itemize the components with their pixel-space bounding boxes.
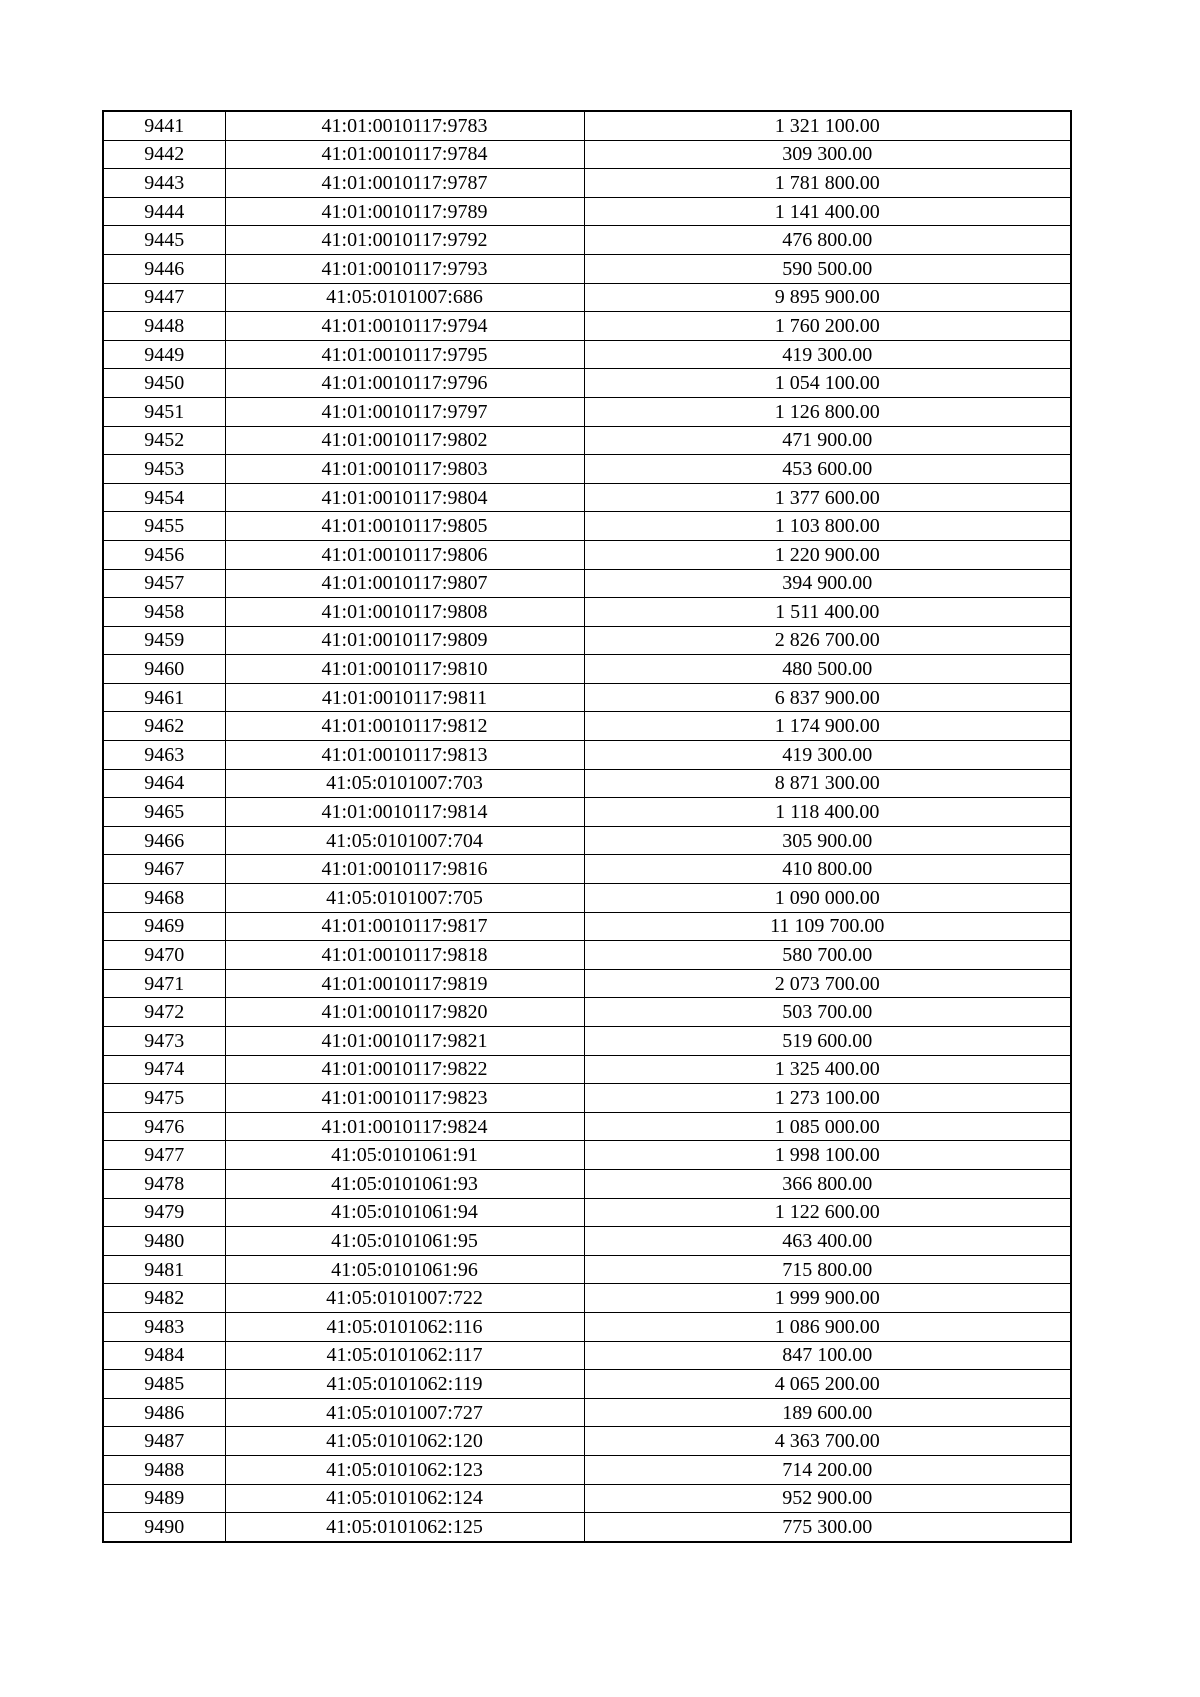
row-number-cell: 9443 [103, 169, 225, 198]
row-number-cell: 9481 [103, 1255, 225, 1284]
cadastral-number-cell: 41:01:0010117:9812 [225, 712, 584, 741]
cadastral-value-cell: 480 500.00 [584, 655, 1071, 684]
row-number-cell: 9446 [103, 254, 225, 283]
cadastral-value-cell: 6 837 900.00 [584, 683, 1071, 712]
table-row [103, 540, 1071, 569]
table-row [103, 683, 1071, 712]
cadastral-value-cell: 580 700.00 [584, 941, 1071, 970]
row-number-cell: 9484 [103, 1341, 225, 1370]
cadastral-value-cell: 463 400.00 [584, 1227, 1071, 1256]
row-number-cell: 9460 [103, 655, 225, 684]
table-row [103, 1513, 1071, 1542]
cadastral-number-cell: 41:01:0010117:9820 [225, 998, 584, 1027]
table-row [103, 1141, 1071, 1170]
row-number-cell: 9490 [103, 1513, 225, 1542]
row-number-cell: 9463 [103, 741, 225, 770]
table-row [103, 1169, 1071, 1198]
cadastral-value-cell: 1 103 800.00 [584, 512, 1071, 541]
cadastral-value-cell: 410 800.00 [584, 855, 1071, 884]
row-number-cell: 9486 [103, 1398, 225, 1427]
row-number-cell: 9451 [103, 397, 225, 426]
cadastral-value-cell: 1 085 000.00 [584, 1112, 1071, 1141]
table-row [103, 826, 1071, 855]
cadastral-value-cell: 1 174 900.00 [584, 712, 1071, 741]
row-number-cell: 9487 [103, 1427, 225, 1456]
table-row [103, 1398, 1071, 1427]
cadastral-value-cell: 1 781 800.00 [584, 169, 1071, 198]
cadastral-number-cell: 41:05:0101062:119 [225, 1370, 584, 1399]
cadastral-number-cell: 41:01:0010117:9813 [225, 741, 584, 770]
row-number-cell: 9472 [103, 998, 225, 1027]
row-number-cell: 9459 [103, 626, 225, 655]
table-row [103, 941, 1071, 970]
table-row [103, 655, 1071, 684]
row-number-cell: 9453 [103, 455, 225, 484]
row-number-cell: 9478 [103, 1169, 225, 1198]
cadastral-value-cell: 8 871 300.00 [584, 769, 1071, 798]
table-row [103, 1312, 1071, 1341]
table-row [103, 712, 1071, 741]
cadastral-number-cell: 41:01:0010117:9794 [225, 312, 584, 341]
cadastral-value-cell: 714 200.00 [584, 1455, 1071, 1484]
row-number-cell: 9449 [103, 340, 225, 369]
cadastral-number-cell: 41:05:0101007:703 [225, 769, 584, 798]
cadastral-number-cell: 41:01:0010117:9810 [225, 655, 584, 684]
cadastral-value-cell: 1 325 400.00 [584, 1055, 1071, 1084]
row-number-cell: 9464 [103, 769, 225, 798]
cadastral-value-cell: 775 300.00 [584, 1513, 1071, 1542]
row-number-cell: 9489 [103, 1484, 225, 1513]
cadastral-number-cell: 41:05:0101061:91 [225, 1141, 584, 1170]
cadastral-value-cell: 590 500.00 [584, 254, 1071, 283]
cadastral-value-cell: 4 363 700.00 [584, 1427, 1071, 1456]
cadastral-number-cell: 41:01:0010117:9817 [225, 912, 584, 941]
table-row [103, 1484, 1071, 1513]
cadastral-number-cell: 41:01:0010117:9824 [225, 1112, 584, 1141]
table-row [103, 226, 1071, 255]
cadastral-value-table [102, 110, 1072, 1543]
cadastral-value-cell: 419 300.00 [584, 741, 1071, 770]
cadastral-value-cell: 309 300.00 [584, 140, 1071, 169]
row-number-cell: 9450 [103, 369, 225, 398]
table-row [103, 998, 1071, 1027]
cadastral-number-cell: 41:01:0010117:9796 [225, 369, 584, 398]
table-row [103, 1370, 1071, 1399]
table-row [103, 369, 1071, 398]
cadastral-number-cell: 41:01:0010117:9822 [225, 1055, 584, 1084]
cadastral-value-cell: 1 998 100.00 [584, 1141, 1071, 1170]
table-row [103, 111, 1071, 140]
cadastral-number-cell: 41:01:0010117:9809 [225, 626, 584, 655]
cadastral-value-cell: 419 300.00 [584, 340, 1071, 369]
row-number-cell: 9488 [103, 1455, 225, 1484]
cadastral-value-cell: 1 999 900.00 [584, 1284, 1071, 1313]
cadastral-value-cell: 1 086 900.00 [584, 1312, 1071, 1341]
cadastral-number-cell: 41:01:0010117:9787 [225, 169, 584, 198]
cadastral-value-cell: 1 141 400.00 [584, 197, 1071, 226]
table-row [103, 283, 1071, 312]
cadastral-value-cell: 1 054 100.00 [584, 369, 1071, 398]
row-number-cell: 9480 [103, 1227, 225, 1256]
cadastral-number-cell: 41:01:0010117:9795 [225, 340, 584, 369]
row-number-cell: 9475 [103, 1084, 225, 1113]
cadastral-value-cell: 9 895 900.00 [584, 283, 1071, 312]
cadastral-number-cell: 41:01:0010117:9804 [225, 483, 584, 512]
cadastral-value-cell: 1 377 600.00 [584, 483, 1071, 512]
cadastral-value-cell: 503 700.00 [584, 998, 1071, 1027]
cadastral-value-cell: 1 126 800.00 [584, 397, 1071, 426]
row-number-cell: 9468 [103, 884, 225, 913]
row-number-cell: 9469 [103, 912, 225, 941]
cadastral-number-cell: 41:05:0101062:123 [225, 1455, 584, 1484]
cadastral-value-cell: 1 090 000.00 [584, 884, 1071, 913]
cadastral-number-cell: 41:01:0010117:9823 [225, 1084, 584, 1113]
table-row [103, 140, 1071, 169]
cadastral-number-cell: 41:05:0101007:727 [225, 1398, 584, 1427]
row-number-cell: 9476 [103, 1112, 225, 1141]
table-row [103, 340, 1071, 369]
table-row [103, 1255, 1071, 1284]
cadastral-number-cell: 41:01:0010117:9783 [225, 111, 584, 140]
cadastral-number-cell: 41:05:0101061:96 [225, 1255, 584, 1284]
cadastral-number-cell: 41:01:0010117:9808 [225, 598, 584, 627]
row-number-cell: 9452 [103, 426, 225, 455]
cadastral-number-cell: 41:01:0010117:9819 [225, 969, 584, 998]
cadastral-number-cell: 41:05:0101062:125 [225, 1513, 584, 1542]
cadastral-number-cell: 41:01:0010117:9811 [225, 683, 584, 712]
cadastral-value-cell: 519 600.00 [584, 1027, 1071, 1056]
table-row [103, 426, 1071, 455]
table-row [103, 1055, 1071, 1084]
table-row [103, 197, 1071, 226]
row-number-cell: 9456 [103, 540, 225, 569]
row-number-cell: 9482 [103, 1284, 225, 1313]
table-row [103, 1227, 1071, 1256]
cadastral-value-cell: 1 220 900.00 [584, 540, 1071, 569]
table-row [103, 1284, 1071, 1313]
table-row [103, 254, 1071, 283]
cadastral-number-cell: 41:05:0101061:94 [225, 1198, 584, 1227]
cadastral-number-cell: 41:01:0010117:9784 [225, 140, 584, 169]
cadastral-number-cell: 41:05:0101062:120 [225, 1427, 584, 1456]
cadastral-number-cell: 41:01:0010117:9797 [225, 397, 584, 426]
table-row [103, 626, 1071, 655]
cadastral-value-cell: 394 900.00 [584, 569, 1071, 598]
row-number-cell: 9479 [103, 1198, 225, 1227]
cadastral-value-cell: 2 826 700.00 [584, 626, 1071, 655]
cadastral-value-cell: 366 800.00 [584, 1169, 1071, 1198]
cadastral-value-cell: 1 760 200.00 [584, 312, 1071, 341]
cadastral-value-cell: 305 900.00 [584, 826, 1071, 855]
cadastral-number-cell: 41:01:0010117:9816 [225, 855, 584, 884]
cadastral-number-cell: 41:05:0101061:93 [225, 1169, 584, 1198]
cadastral-number-cell: 41:05:0101007:705 [225, 884, 584, 913]
cadastral-value-cell: 1 511 400.00 [584, 598, 1071, 627]
cadastral-value-cell: 1 122 600.00 [584, 1198, 1071, 1227]
cadastral-value-cell: 453 600.00 [584, 455, 1071, 484]
table-row [103, 1198, 1071, 1227]
row-number-cell: 9473 [103, 1027, 225, 1056]
cadastral-number-cell: 41:01:0010117:9793 [225, 254, 584, 283]
cadastral-number-cell: 41:01:0010117:9792 [225, 226, 584, 255]
cadastral-value-cell: 1 273 100.00 [584, 1084, 1071, 1113]
row-number-cell: 9462 [103, 712, 225, 741]
row-number-cell: 9477 [103, 1141, 225, 1170]
table-row [103, 1084, 1071, 1113]
cadastral-value-cell: 4 065 200.00 [584, 1370, 1071, 1399]
table-row [103, 912, 1071, 941]
table-body [103, 111, 1071, 1542]
row-number-cell: 9442 [103, 140, 225, 169]
table-row [103, 1112, 1071, 1141]
row-number-cell: 9471 [103, 969, 225, 998]
row-number-cell: 9466 [103, 826, 225, 855]
row-number-cell: 9457 [103, 569, 225, 598]
table-row [103, 855, 1071, 884]
cadastral-value-cell: 2 073 700.00 [584, 969, 1071, 998]
table-row [103, 798, 1071, 827]
cadastral-number-cell: 41:05:0101062:117 [225, 1341, 584, 1370]
cadastral-value-cell: 1 118 400.00 [584, 798, 1071, 827]
cadastral-value-cell: 471 900.00 [584, 426, 1071, 455]
cadastral-value-cell: 189 600.00 [584, 1398, 1071, 1427]
table-row [103, 1455, 1071, 1484]
cadastral-number-cell: 41:01:0010117:9802 [225, 426, 584, 455]
row-number-cell: 9454 [103, 483, 225, 512]
cadastral-number-cell: 41:05:0101007:686 [225, 283, 584, 312]
cadastral-number-cell: 41:05:0101062:124 [225, 1484, 584, 1513]
table-row [103, 969, 1071, 998]
cadastral-number-cell: 41:05:0101007:704 [225, 826, 584, 855]
row-number-cell: 9448 [103, 312, 225, 341]
cadastral-number-cell: 41:05:0101007:722 [225, 1284, 584, 1313]
row-number-cell: 9465 [103, 798, 225, 827]
row-number-cell: 9485 [103, 1370, 225, 1399]
row-number-cell: 9441 [103, 111, 225, 140]
cadastral-number-cell: 41:01:0010117:9814 [225, 798, 584, 827]
table-row [103, 598, 1071, 627]
row-number-cell: 9467 [103, 855, 225, 884]
table-row [103, 169, 1071, 198]
cadastral-value-cell: 715 800.00 [584, 1255, 1071, 1284]
cadastral-number-cell: 41:01:0010117:9789 [225, 197, 584, 226]
table-row [103, 741, 1071, 770]
table-row [103, 769, 1071, 798]
table-row [103, 512, 1071, 541]
row-number-cell: 9483 [103, 1312, 225, 1341]
row-number-cell: 9470 [103, 941, 225, 970]
row-number-cell: 9445 [103, 226, 225, 255]
cadastral-number-cell: 41:01:0010117:9807 [225, 569, 584, 598]
row-number-cell: 9474 [103, 1055, 225, 1084]
table-row [103, 1027, 1071, 1056]
row-number-cell: 9444 [103, 197, 225, 226]
cadastral-number-cell: 41:01:0010117:9821 [225, 1027, 584, 1056]
cadastral-number-cell: 41:01:0010117:9818 [225, 941, 584, 970]
cadastral-number-cell: 41:05:0101062:116 [225, 1312, 584, 1341]
row-number-cell: 9447 [103, 283, 225, 312]
table-row [103, 455, 1071, 484]
table-row [103, 397, 1071, 426]
table-row [103, 569, 1071, 598]
row-number-cell: 9461 [103, 683, 225, 712]
cadastral-number-cell: 41:05:0101061:95 [225, 1227, 584, 1256]
row-number-cell: 9458 [103, 598, 225, 627]
cadastral-value-cell: 476 800.00 [584, 226, 1071, 255]
table-row [103, 1427, 1071, 1456]
cadastral-value-cell: 11 109 700.00 [584, 912, 1071, 941]
table-row [103, 1341, 1071, 1370]
table-row [103, 884, 1071, 913]
table-row [103, 483, 1071, 512]
row-number-cell: 9455 [103, 512, 225, 541]
cadastral-number-cell: 41:01:0010117:9803 [225, 455, 584, 484]
cadastral-number-cell: 41:01:0010117:9806 [225, 540, 584, 569]
cadastral-value-cell: 847 100.00 [584, 1341, 1071, 1370]
table-row [103, 312, 1071, 341]
cadastral-value-cell: 952 900.00 [584, 1484, 1071, 1513]
cadastral-number-cell: 41:01:0010117:9805 [225, 512, 584, 541]
cadastral-value-cell: 1 321 100.00 [584, 111, 1071, 140]
